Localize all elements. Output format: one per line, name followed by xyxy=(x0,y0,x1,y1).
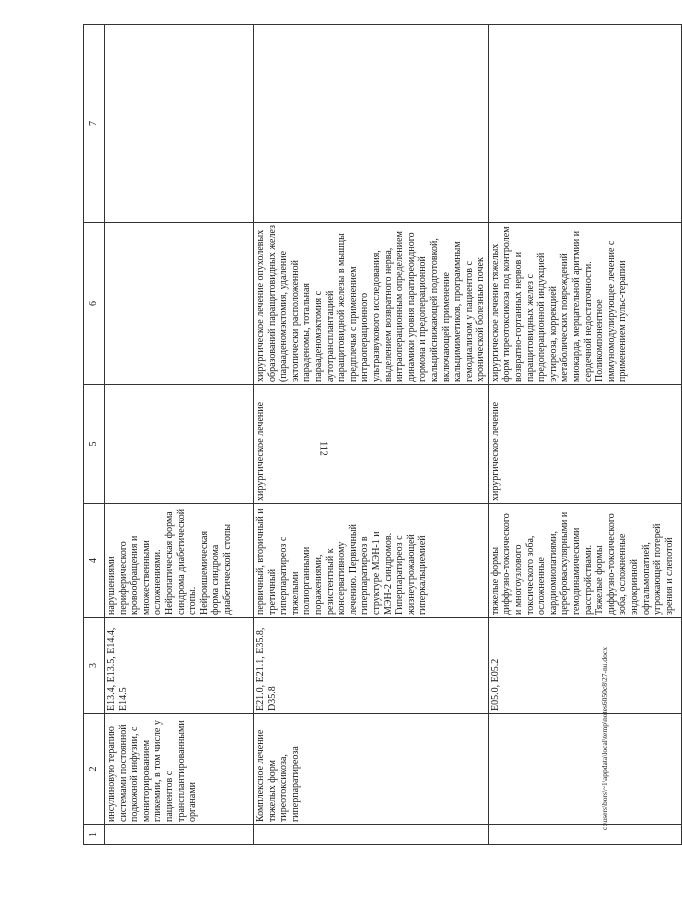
column-header: 2 xyxy=(84,714,105,825)
table-cell xyxy=(488,714,681,825)
table-cell: Комплексное лечение тяжелых форм тиреотоксикоза, гиперпаратиреоза xyxy=(254,714,489,825)
table-cell xyxy=(105,385,254,504)
table-header-row xyxy=(84,25,105,845)
table-cell: тяжелые формы диффузно-токсического и многоузлового токсического зоба, осложненные кардиомиопатиями, цереброваскулярными и гемодинамическими расстройствами. Тяжелые формы диффузно-токсического зоба, осложненные эндокринной офтальмопатией, угрожающей потерей зрения и слепотой xyxy=(488,504,681,618)
table-cell: инсулиновую терапию системами постоянной подкожной инфузии, с мониторированием гликемии, в том числе у пациентов с трансплантированными органами xyxy=(105,714,254,825)
document-footer-path: c:\users\bors\~1\appdata\local\temp\notes6050c8\27-nu.docx xyxy=(600,647,609,830)
table-row xyxy=(254,25,489,845)
table-row xyxy=(105,25,254,845)
column-header: 6 xyxy=(84,223,105,385)
table-cell xyxy=(254,825,489,845)
table-cell: E13.4, E13.5, E14.4, E14.5 xyxy=(105,618,254,714)
table-cell: E21.0, E21.1, E35.8, D35.8 xyxy=(254,618,489,714)
table-cell xyxy=(105,825,254,845)
table-cell xyxy=(105,223,254,385)
treatment-table xyxy=(83,24,682,845)
table-cell xyxy=(488,25,681,223)
table-cell: хирургическое лечение xyxy=(488,385,681,504)
table-row xyxy=(488,25,681,845)
column-header: 5 xyxy=(84,385,105,504)
rotated-page-content xyxy=(83,25,675,845)
table-cell: нарушениями периферического кровообращения и множественными осложнениями. Нейропатическая форма синдрома диабетической стопы. Нейроишемическая форма синдрома диабетической стопы xyxy=(105,504,254,618)
page-number: 112 xyxy=(317,441,329,456)
table-cell xyxy=(254,25,489,223)
column-header: 7 xyxy=(84,25,105,223)
column-header: 1 xyxy=(84,825,105,845)
table-cell: хирургическое лечение опухолевых образований паращитовидных желез (парааденомэктомия, удаление эктопически расположенной параденомы, тотальная парааденомэктомия с аутотрансплантацией паращитовидной железы в мышцы предплечья с применением интраоперационного ультразвукового исследования, выделением возвратного нерва, интраоперационным определением динамики уровня паратиреоидного гормона и предоперационной кальцийснижающей подготовкой, включающей применение кальцимиметиков, программным гемодиализом у пациентов с хронической болезнью почек xyxy=(254,223,489,385)
table-cell: первичный, вторичный и третичный гиперпаратиреоз с тяжелыми полиорганными поражениями, резистентный к консервативному лечению. Первичный гиперпаратиреоз в структуре МЭН-1 и МЭН-2 синдромов. Гиперпаратиреоз с жизнеугрожающей гиперкальциемией xyxy=(254,504,489,618)
table-cell: хирургическое лечение тяжелых форм тиреотоксикоза под контролем возвратно-гортанных нервов и паращитовидных желез с предоперационной индукцией эутиреоза, коррекцией метаболических повреждений миокарда, мерцательной аритмии и сердечной недостаточности. Поликомпонентное иммуномодулирующее лечение с применением пульс-терапии xyxy=(488,223,681,385)
column-header: 3 xyxy=(84,618,105,714)
table-cell xyxy=(488,825,681,845)
table-cell xyxy=(105,25,254,223)
table-cell: E05.0, E05.2 xyxy=(488,618,681,714)
table-cell: хирургическое лечение xyxy=(254,385,489,504)
column-header: 4 xyxy=(84,504,105,618)
